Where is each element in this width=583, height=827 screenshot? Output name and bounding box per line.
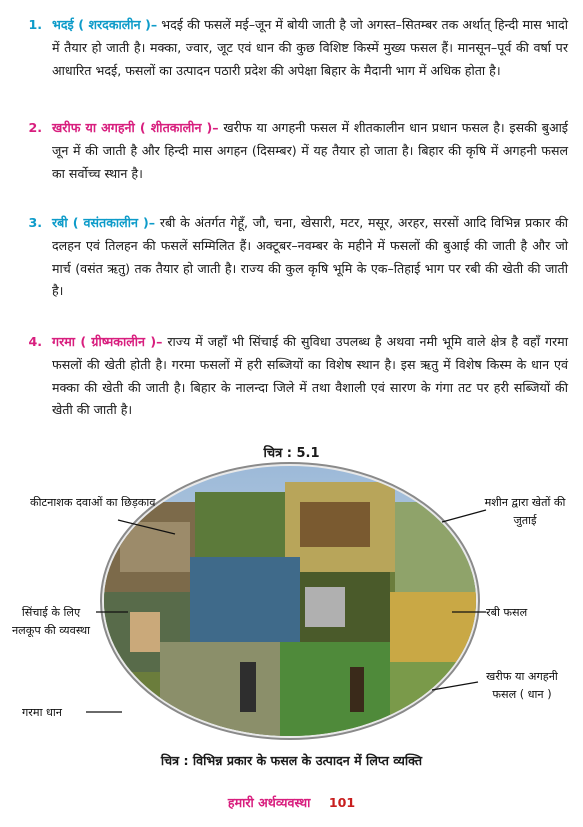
figure-label: चित्र : 5.1	[263, 446, 320, 461]
section-heading: भदई ( शरदकालीन )–	[52, 17, 158, 32]
callout-rabi-crop: रबी फसल	[486, 606, 528, 619]
section-text: भदई की फसलें मई–जून में बोयी जाती है जो अगस्त–सितम्बर तक अर्थात् हिन्दी मास भादो में तैयार हो जाती है। मक्का, ज्वार, जूट एवं धान की कुछ विशिष्ट किस्में मुख्य फसल हैं। मानसून–पूर्व की वर्षा पर आधारित भदई, फसलों का उत्पादन पठारी प्रदेश की अपेक्षा बिहार के मैदानी भाग में अधिक होता है।	[52, 17, 568, 78]
section-heading: खरीफ या अगहनी ( शीतकालीन )–	[52, 120, 219, 135]
page-number: 101	[328, 795, 356, 810]
section-number: 1.	[28, 17, 42, 32]
section-number: 4.	[28, 334, 42, 349]
footer-title: हमारी अर्थव्यवस्था	[227, 795, 311, 810]
section-text: रबी के अंतर्गत गेहूँ, जौ, चना, खेसारी, मटर, मसूर, अरहर, सरसों आदि विभिन्न प्रकार की दलहन एवं तिलहन की फसलें सम्मिलित हैं। अक्टूबर–नवम्बर के महीने में फसलों की बुआई की जाती है और जो मार्च (वसंत ऋतु) तक तैयार हो जाती है। राज्य की कुल कृषि भूमि के एक–तिहाई भाग पर रबी की खेती की जाती है।	[52, 215, 569, 299]
figure-caption: चित्र : विभिन्न प्रकार के फसल के उत्पादन में लिप्त व्यक्ति	[160, 753, 423, 768]
section-text: राज्य में जहाँ भी सिंचाई की सुविधा उपलब्ध है अथवा नमी भूमि वाले क्षेत्र है वहाँ गरमा फसलों की खेती होती है। गरमा फसलों में हरी सब्जियों का विशेष स्थान है। इस ऋतु में विशेष किस्म के धान एवं मक्का की खेती की जाती है। बिहार के नालन्दा जिले में तथा वैशाली एवं सारण के गंगा तट पर हरी सब्जियों की खेती की जाती है।	[52, 334, 568, 418]
section-text: खरीफ या अगहनी फसल में शीतकालीन धान प्रधान फसल है। इसकी बुआई जून में की जाती है और हिन्दी मास अगहन (दिसम्बर) में यह तैयार हो जाता है। बिहार की कृषि में अगहनी फसल का सर्वोच्च स्थान है।	[52, 120, 568, 181]
page-footer	[0, 794, 583, 811]
section-heading: गरमा ( ग्रीष्मकालीन )–	[52, 334, 163, 349]
section-number: 3.	[28, 215, 42, 230]
callout-pesticide-spraying: कीटनाशक दवाओं का छिड़काव	[30, 496, 156, 509]
callout-tubewell: सिंचाई के लिए नलकूप की व्यवस्था	[11, 606, 91, 637]
callout-machine-ploughing: मशीन द्वारा खेतों की जुताई	[484, 496, 566, 527]
callout-kharif-crop: खरीफ या अगहनी फसल ( धान )	[486, 670, 558, 701]
section-number: 2.	[28, 120, 42, 135]
section-heading: रबी ( वसंतकालीन )–	[52, 215, 156, 230]
callout-garma-paddy: गरमा धान	[22, 706, 63, 719]
